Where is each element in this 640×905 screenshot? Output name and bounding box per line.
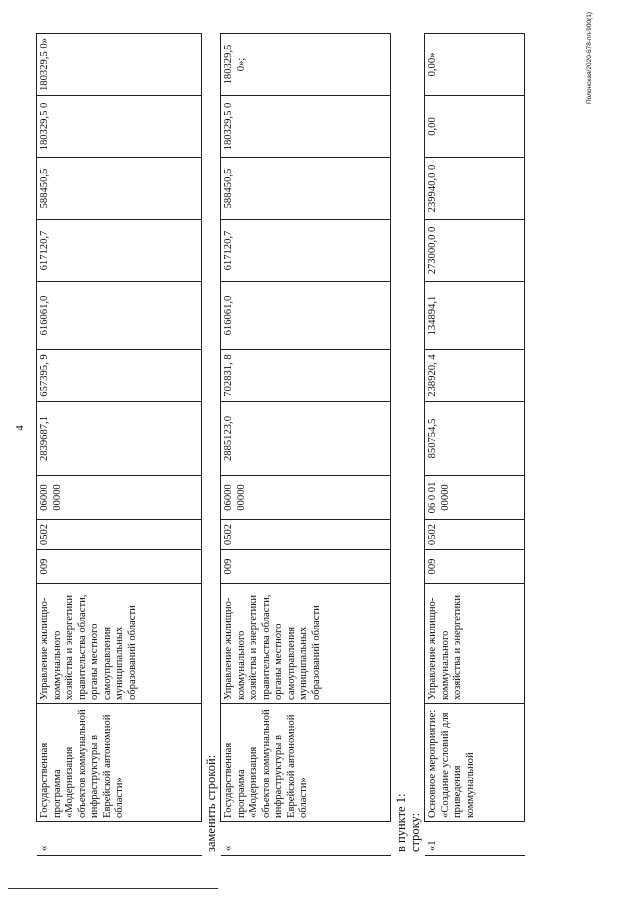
quote-open-mark: « xyxy=(221,822,391,856)
cell-2024: 180329,5 0 xyxy=(37,96,202,158)
cell-2023: 239940,0 0 xyxy=(425,158,525,220)
cell-2021: 616061,0 xyxy=(221,282,391,350)
cell-2021: 616061,0 xyxy=(37,282,202,350)
cell-total: 2885123,0 xyxy=(221,402,391,476)
cell-program: Государственная программа «Модернизация объектов коммунальной инфраструктуры в Еврейской автономной области» xyxy=(221,704,391,822)
cell-program: Государственная программа «Модернизация объектов коммунальной инфраструктуры в Еврейской автономной области» xyxy=(37,704,202,822)
cell-2025: 0,00» xyxy=(425,34,525,96)
cell-2024: 0,00 xyxy=(425,96,525,158)
cell-2021: 134894,1 xyxy=(425,282,525,350)
cell-2023: 588450,5 xyxy=(37,158,202,220)
table-activity-row xyxy=(424,33,525,856)
rotated-page xyxy=(10,0,610,858)
document-code: Полонская/2020-678-пп-900(1) xyxy=(586,12,593,105)
cell-executor: Управление жилищно-коммунального хозяйства и энергетики xyxy=(425,584,525,704)
cell-2025: 180329,5 0» xyxy=(37,34,202,96)
cell-section: 0502 xyxy=(221,520,391,550)
cell-grbs: 009 xyxy=(221,550,391,584)
cell-2022: 617120,7 xyxy=(37,220,202,282)
cell-csr: 06000 00000 xyxy=(37,476,202,520)
table-original-row xyxy=(36,33,202,856)
footnote-rule xyxy=(8,888,218,889)
replace-label: заменить строкой: xyxy=(204,754,218,852)
cell-2020: 657395, 9 xyxy=(37,350,202,402)
cell-csr: 06 0 01 00000 xyxy=(425,476,525,520)
cell-section: 0502 xyxy=(37,520,202,550)
cell-total: 850754,5 xyxy=(425,402,525,476)
cell-grbs: 009 xyxy=(425,550,525,584)
cell-program: Основное мероприятие: «Создание условий для приведения коммунальной xyxy=(425,704,525,822)
in-point-line1: в пункте 1: xyxy=(394,793,408,852)
cell-2022: 273000,0 0 xyxy=(425,220,525,282)
cell-2025: 180329,5 0»; xyxy=(221,34,391,96)
cell-2020: 702831, 8 xyxy=(221,350,391,402)
cell-2020: 238920, 4 xyxy=(425,350,525,402)
page-number: 4 xyxy=(14,425,26,431)
cell-executor: Управление жилищно-коммунального хозяйства и энергетики правительства области, органы местного самоуправления муниципальных образований области xyxy=(221,584,391,704)
table-replacement-row xyxy=(220,33,391,856)
in-point-label xyxy=(394,794,422,852)
quote-open-mark: «1 xyxy=(425,822,525,856)
in-point-line2: строку: xyxy=(408,812,422,852)
cell-section: 0502 xyxy=(425,520,525,550)
quote-open-mark: « xyxy=(37,822,202,856)
cell-2022: 617120,7 xyxy=(221,220,391,282)
cell-grbs: 009 xyxy=(37,550,202,584)
cell-total: 2839687,1 xyxy=(37,402,202,476)
cell-2024: 180329,5 0 xyxy=(221,96,391,158)
cell-executor: Управление жилищно-коммунального хозяйства и энергетики правительства области, органы местного самоуправления муниципальных образований области xyxy=(37,584,202,704)
cell-csr: 06000 00000 xyxy=(221,476,391,520)
cell-2023: 588450,5 xyxy=(221,158,391,220)
